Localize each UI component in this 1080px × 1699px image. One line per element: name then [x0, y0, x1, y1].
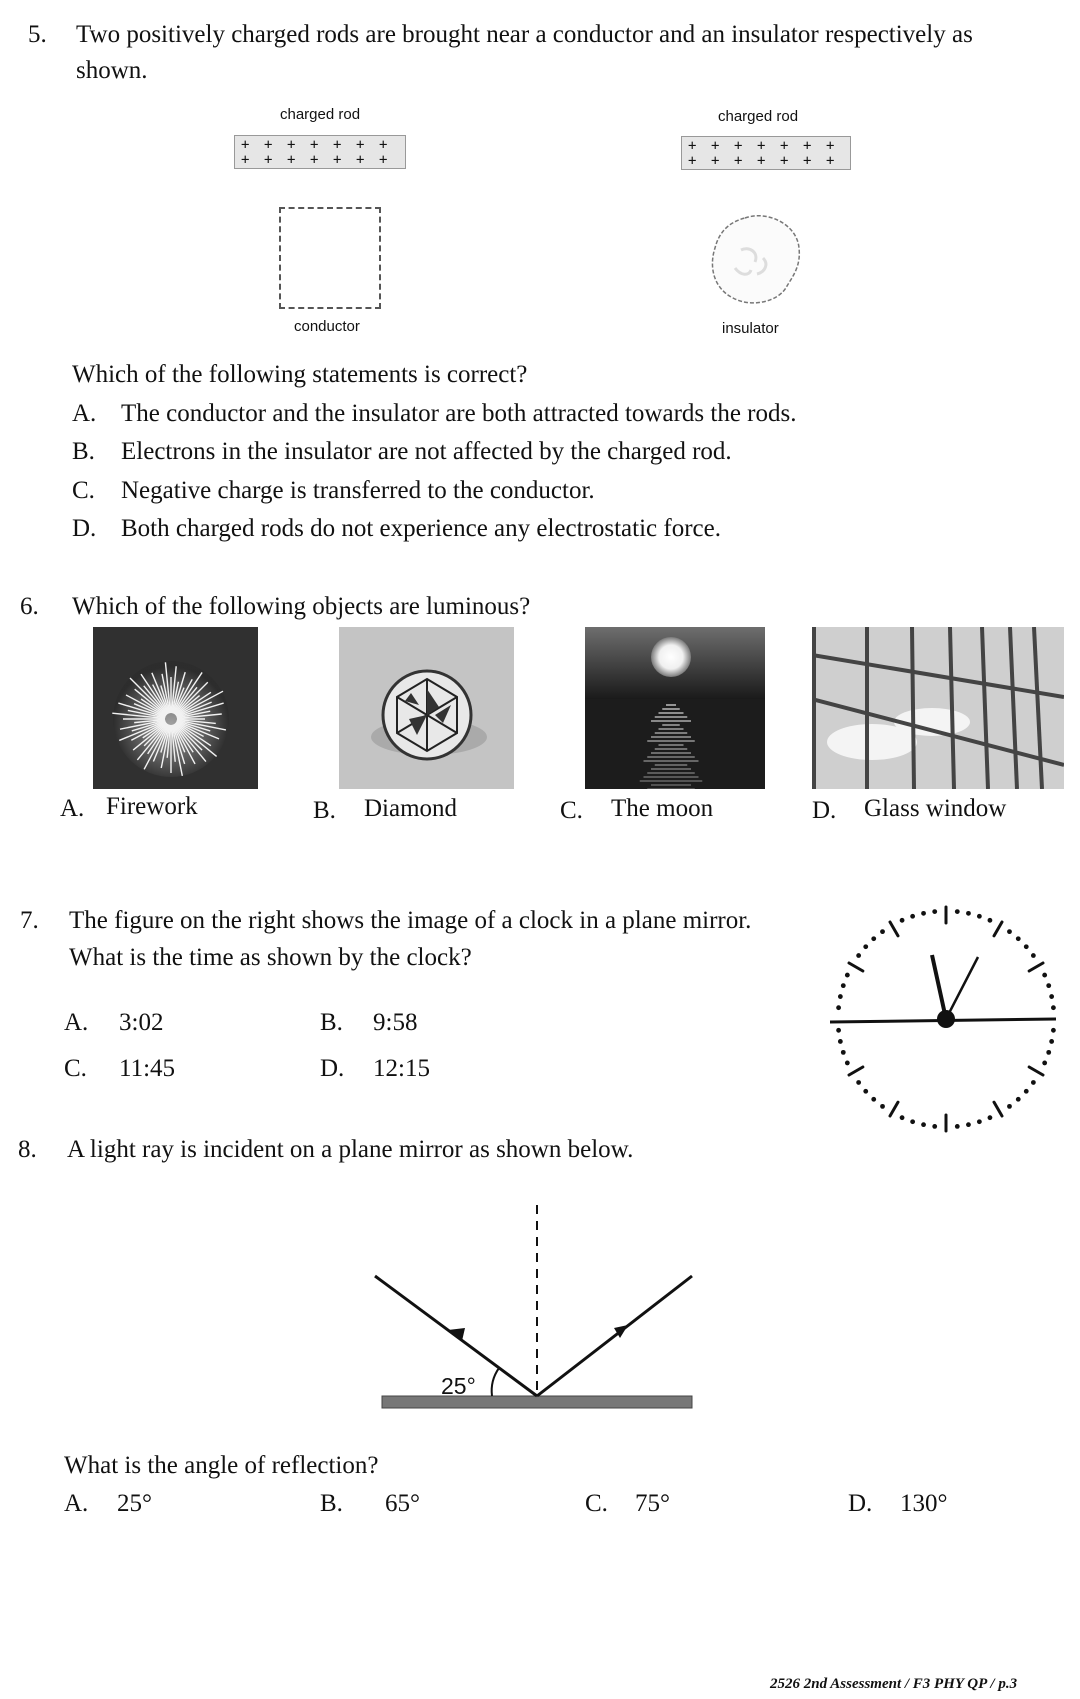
- plus-charge-sign: +: [757, 138, 766, 154]
- conductor-label: conductor: [294, 318, 360, 335]
- option-text: 12:15: [373, 1055, 430, 1082]
- option-letter: C.: [585, 1490, 608, 1517]
- question-stem: A light ray is incident on a plane mirror as shown below.: [67, 1136, 634, 1163]
- option-letter: D.: [848, 1490, 873, 1517]
- plus-charge-sign: +: [780, 138, 789, 154]
- option-letter: A.: [72, 400, 97, 427]
- option-letter: C.: [560, 797, 583, 824]
- option-text: Both charged rods do not experience any electrostatic force.: [121, 515, 721, 542]
- option-letter: B.: [72, 438, 95, 465]
- angle-label: 25°: [441, 1373, 476, 1399]
- reflection-diagram: [370, 1200, 700, 1415]
- plus-charge-sign: +: [803, 138, 812, 154]
- insulator-shape: [705, 210, 805, 310]
- plus-charge-sign: +: [287, 152, 296, 168]
- plus-charge-sign: +: [333, 152, 342, 168]
- plus-charge-sign: +: [734, 138, 743, 154]
- option-letter: D.: [812, 797, 837, 824]
- plus-charge-sign: +: [734, 153, 743, 169]
- angle-arc: [492, 1368, 499, 1396]
- plus-charge-sign: +: [803, 153, 812, 169]
- option-text: 9:58: [373, 1009, 418, 1036]
- page-footer: 2526 2nd Assessment / F3 PHY QP / p.3: [770, 1676, 1018, 1692]
- option-text: 130°: [900, 1490, 948, 1517]
- plus-charge-sign: +: [780, 153, 789, 169]
- question-number: 8.: [18, 1136, 37, 1163]
- plus-charge-sign: +: [379, 152, 388, 168]
- insulator-label: insulator: [722, 320, 779, 337]
- option-letter: C.: [72, 477, 95, 504]
- clock-center: [937, 1010, 955, 1028]
- option-letter: B.: [320, 1490, 343, 1517]
- option-text: 65°: [385, 1490, 420, 1517]
- option-text: Glass window: [864, 795, 1007, 822]
- rod-label-right: charged rod: [718, 108, 799, 125]
- plus-charge-sign: +: [688, 153, 697, 169]
- question-prompt: What is the angle of reflection?: [64, 1452, 379, 1479]
- question-stem-continued: shown.: [76, 57, 148, 84]
- option-letter: A.: [60, 795, 85, 822]
- charged-rod-left: [234, 135, 406, 169]
- mirror-clock: [820, 895, 1060, 1135]
- question-number: 6.: [20, 593, 39, 620]
- conductor-shape: [279, 207, 381, 309]
- option-text: Firework: [106, 793, 198, 820]
- plus-charge-sign: +: [356, 137, 365, 153]
- option-letter: B.: [313, 797, 336, 824]
- glass-window-image: [812, 627, 1064, 789]
- option-letter: A.: [64, 1490, 89, 1517]
- question-stem: Which of the following objects are luminous?: [72, 593, 531, 620]
- option-text: Negative charge is transferred to the conductor.: [121, 477, 595, 504]
- option-letter: C.: [64, 1055, 87, 1082]
- option-text: Diamond: [364, 795, 458, 822]
- question-stem-continued: What is the time as shown by the clock?: [69, 944, 472, 971]
- plus-charge-sign: +: [711, 138, 720, 154]
- question-stem: Two positively charged rods are brought near a conductor and an insulator respectively as: [76, 21, 973, 48]
- plus-charge-sign: +: [310, 152, 319, 168]
- charged-rod-right: [681, 136, 851, 170]
- question-stem: The figure on the right shows the image of a clock in a plane mirror.: [69, 907, 752, 934]
- plus-charge-sign: +: [287, 137, 296, 153]
- option-text: The conductor and the insulator are both attracted towards the rods.: [121, 400, 797, 427]
- plus-charge-sign: +: [826, 138, 835, 154]
- clock-hour-hand: [932, 955, 946, 1019]
- option-letter: D.: [72, 515, 97, 542]
- reflected-ray: [537, 1276, 692, 1396]
- rod-label-left: charged rod: [280, 106, 361, 123]
- option-text: 25°: [117, 1490, 152, 1517]
- option-letter: B.: [320, 1009, 343, 1036]
- plane-mirror: [382, 1396, 692, 1408]
- question-number: 5.: [28, 21, 47, 48]
- plus-charge-sign: +: [757, 153, 766, 169]
- plus-charge-sign: +: [310, 137, 319, 153]
- option-text: 75°: [635, 1490, 670, 1517]
- question-number: 7.: [20, 907, 39, 934]
- question-prompt: Which of the following statements is correct?: [72, 361, 528, 388]
- plus-charge-sign: +: [826, 153, 835, 169]
- plus-charge-sign: +: [379, 137, 388, 153]
- option-text: The moon: [611, 795, 714, 822]
- plus-charge-sign: +: [241, 152, 250, 168]
- option-text: 3:02: [119, 1009, 164, 1036]
- option-text: Electrons in the insulator are not affected by the charged rod.: [121, 438, 732, 465]
- plus-charge-sign: +: [264, 137, 273, 153]
- option-letter: D.: [320, 1055, 345, 1082]
- option-letter: A.: [64, 1009, 89, 1036]
- firework-image: [93, 627, 258, 789]
- option-text: 11:45: [119, 1055, 176, 1082]
- plus-charge-sign: +: [333, 137, 342, 153]
- moon-image: [585, 627, 765, 789]
- plus-charge-sign: +: [241, 137, 250, 153]
- diamond-image: [339, 627, 514, 789]
- plus-charge-sign: +: [264, 152, 273, 168]
- plus-charge-sign: +: [711, 153, 720, 169]
- clock-minute-hand: [946, 957, 978, 1019]
- plus-charge-sign: +: [356, 152, 365, 168]
- plus-charge-sign: +: [688, 138, 697, 154]
